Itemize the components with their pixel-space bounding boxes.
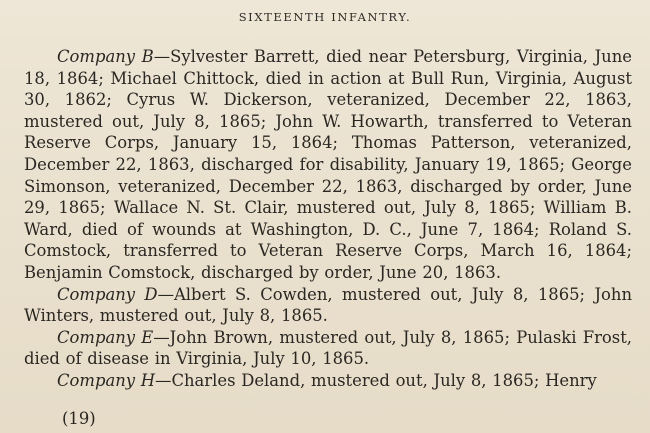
page-number: (19) [62, 409, 96, 428]
company-h-label: Company H [57, 370, 156, 390]
running-head: SIXTEENTH INFANTRY. [238, 10, 412, 24]
company-d-text: —Albert S. Cowden, mustered out, July 8, 1865; John Winters, mustered out, July 8, 1865. [24, 284, 632, 326]
company-b-label: Company B [57, 47, 154, 66]
company-e-label: Company E [57, 327, 154, 347]
company-b-paragraph [24, 46, 632, 284]
body-text [24, 46, 632, 392]
company-b-text: —Sylvester Barrett, died near Petersburg, Virginia, June 18, 1864; Michael Chittock, died in action at Bull Run, Virginia, August 30, 1862; Cyrus W. Dickerson, veteranized, December 22, 1863, mustered out, July 8, 1865; John W. Howarth, transferred to Veteran Reserve Corps, January 15, 1864; Thomas Patterson, veteranized, December 22, 1863, discharged for disability, January 19, 1865; George Simonson, veteranized, December 22, 1863, discharged by order, June 29, 1865; Wallace N. St. Clair, mustered out, July 8, 1865; William B. Ward, died of wounds at Washington, D. C., June 7, 1864; Roland S. Comstock, transferred to Veteran Reserve Corps, March 16, 1864; Benjamin Comstock, discharged by order, June 20, 1863. [24, 47, 632, 282]
company-h-paragraph [24, 370, 632, 392]
company-e-text: —John Brown, mustered out, July 8, 1865; Pulaski Frost, died of disease in Virginia, July 10, 1865. [24, 327, 632, 369]
company-e-paragraph [24, 327, 632, 370]
company-h-text: —Charles Deland, mustered out, July 8, 1865; Henry [155, 370, 597, 390]
company-d-paragraph [24, 284, 632, 327]
company-d-label: Company D [57, 284, 158, 304]
